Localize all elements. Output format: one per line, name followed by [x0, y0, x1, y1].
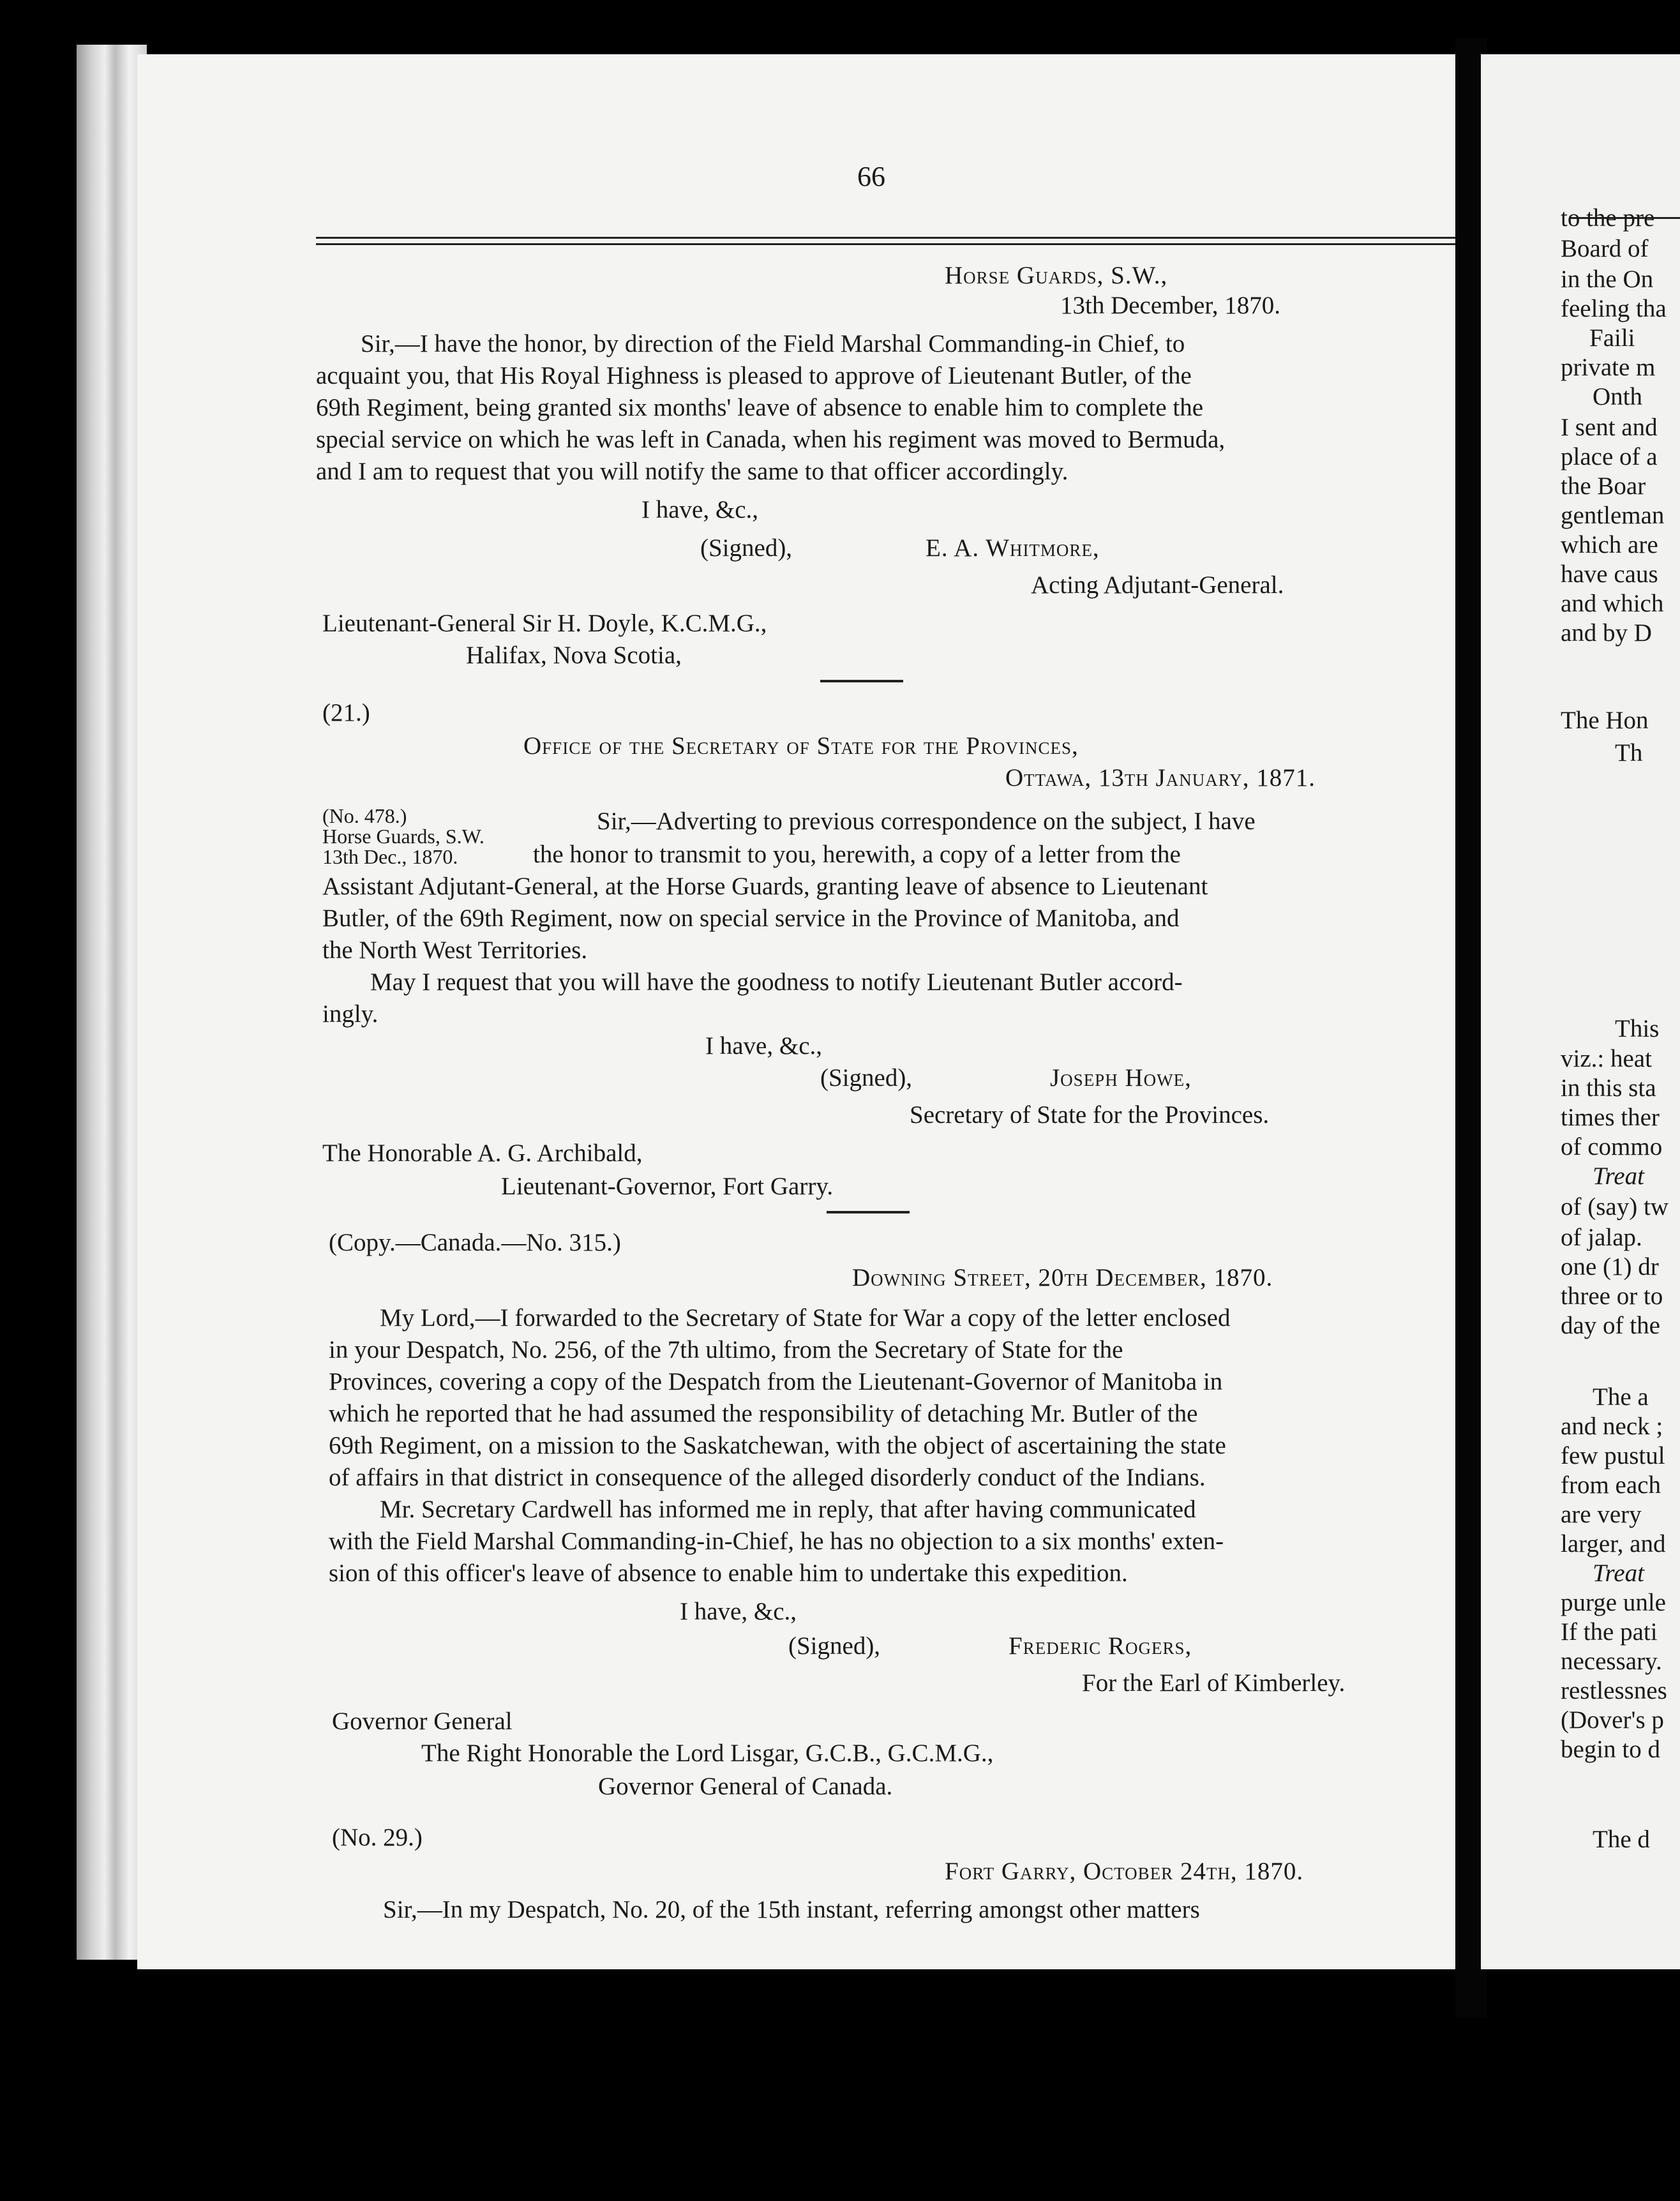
- letter3-addressee-3: Governor General of Canada.: [598, 1773, 893, 1800]
- letter3-body-9: sion of this officer's leave of absence to enable him to undertake this expedition.: [329, 1559, 1128, 1587]
- letter2-number: (21.): [322, 699, 370, 726]
- letter3-signer: Frederic Rogers,: [1009, 1632, 1192, 1660]
- letter3-body-7: Mr. Secretary Cardwell has informed me in reply, that after having communicated: [380, 1496, 1196, 1523]
- letter2-body-5: the North West Territories.: [322, 936, 588, 964]
- letter3-body-1: My Lord,—I forwarded to the Secretary of State for War a copy of the letter enclosed: [380, 1304, 1231, 1332]
- letter1-addressee-2: Halifax, Nova Scotia,: [466, 642, 682, 669]
- letter2-body-3: Assistant Adjutant-General, at the Horse Guards, granting leave of absence to Lieutenant: [322, 873, 1208, 900]
- right-page-line: and by D: [1561, 619, 1652, 647]
- letter3-body-4: which he reported that he had assumed the responsibility of detaching Mr. Butler of the: [329, 1400, 1198, 1427]
- letter2-margin-note-2: Horse Guards, S.W.: [322, 825, 484, 848]
- right-page-fragment: [1481, 54, 1680, 1969]
- letter3-title: For the Earl of Kimberley.: [1082, 1669, 1346, 1697]
- right-page-line: Onth: [1593, 383, 1642, 410]
- section-divider-2: [827, 1211, 910, 1213]
- letter3-ref: (Copy.—Canada.—No. 315.): [329, 1229, 621, 1256]
- letter2-margin-note-1: (No. 478.): [322, 804, 407, 827]
- letter3-body-2: in your Despatch, No. 256, of the 7th ultimo, from the Secretary of State for the: [329, 1336, 1123, 1363]
- letter2-body-4: Butler, of the 69th Regiment, now on special service in the Province of Manitoba, and: [322, 905, 1180, 932]
- right-page-line: Treat: [1593, 1162, 1644, 1190]
- letter4-body: Sir,—In my Despatch, No. 20, of the 15th instant, referring amongst other matters: [383, 1896, 1200, 1923]
- right-page-line: have caus: [1561, 560, 1658, 588]
- letter2-addressee-2: Lieutenant-Governor, Fort Garry.: [501, 1173, 834, 1200]
- letter1-from: Horse Guards, S.W.,: [945, 262, 1168, 289]
- right-page-line: and neck ;: [1561, 1413, 1663, 1440]
- letter1-body-4: special service on which he was left in Canada, when his regiment was moved to Bermuda,: [316, 426, 1226, 453]
- right-page-line: Th: [1615, 739, 1643, 767]
- letter3-place-date: Downing Street, 20th December, 1870.: [852, 1264, 1273, 1291]
- letter3-addressee-1: Governor General: [332, 1708, 513, 1735]
- page-number: 66: [857, 161, 885, 192]
- letter1-body-2: acquaint you, that His Royal Highness is pleased to approve of Lieutenant Butler, of the: [316, 362, 1192, 389]
- left-page: [137, 54, 1465, 1969]
- page-edges: [77, 45, 147, 1960]
- letter2-body-6: May I request that you will have the goodness to notify Lieutenant Butler accord-: [370, 968, 1183, 996]
- right-page-line: one (1) dr: [1561, 1253, 1659, 1281]
- right-page-line: purge unle: [1561, 1589, 1666, 1616]
- right-page-line: and which: [1561, 590, 1664, 617]
- letter1-body-1: Sir,—I have the honor, by direction of the Field Marshal Commanding-in Chief, to: [361, 330, 1185, 357]
- letter4-number: (No. 29.): [332, 1824, 423, 1851]
- letter3-body-3: Provinces, covering a copy of the Despatch from the Lieutenant-Governor of Manitoba in: [329, 1368, 1223, 1395]
- right-page-line: larger, and: [1561, 1530, 1666, 1558]
- letter3-closing: I have, &c.,: [680, 1598, 797, 1625]
- letter2-title: Secretary of State for the Provinces.: [910, 1101, 1270, 1129]
- letter3-addressee-2: The Right Honorable the Lord Lisgar, G.C.B., G.C.M.G.,: [421, 1739, 994, 1767]
- right-page-line: which are: [1561, 531, 1658, 559]
- right-page-line: necessary.: [1561, 1648, 1662, 1675]
- right-page-line: Faili: [1589, 324, 1635, 352]
- letter3-body-5: 69th Regiment, on a mission to the Saskatchewan, with the object of ascertaining the state: [329, 1432, 1226, 1459]
- letter2-margin-note-3: 13th Dec., 1870.: [322, 845, 458, 868]
- letter2-body-7: ingly.: [322, 1000, 379, 1028]
- right-page-line: of (say) tw: [1561, 1193, 1669, 1221]
- letter1-closing: I have, &c.,: [641, 496, 759, 523]
- letter2-closing: I have, &c.,: [705, 1032, 823, 1060]
- letter2-body-1: Sir,—Adverting to previous correspondence on the subject, I have: [597, 808, 1256, 835]
- right-page-line: day of the: [1561, 1312, 1660, 1339]
- header-rule: [316, 237, 1541, 239]
- right-page-line: place of a: [1561, 443, 1658, 470]
- right-page-line: If the pati: [1561, 1618, 1658, 1646]
- right-page-line: in this sta: [1561, 1074, 1656, 1102]
- right-page-line: the Boar: [1561, 472, 1646, 500]
- right-page-line: private m: [1561, 354, 1656, 381]
- right-page-line: Treat: [1593, 1559, 1644, 1587]
- letter2-addressee-1: The Honorable A. G. Archibald,: [322, 1139, 643, 1167]
- right-page-line: of commo: [1561, 1133, 1663, 1161]
- right-page-line: Board of: [1561, 235, 1649, 262]
- right-page-line: feeling tha: [1561, 295, 1667, 322]
- letter2-place-date: Ottawa, 13th January, 1871.: [1005, 764, 1316, 792]
- right-page-line: of jalap.: [1561, 1224, 1642, 1251]
- letter1-signed: (Signed),: [700, 534, 793, 562]
- letter2-office: Office of the Secretary of State for the Provinces,: [523, 732, 1079, 760]
- letter2-signer: Joseph Howe,: [1050, 1064, 1192, 1092]
- letter1-title: Acting Adjutant-General.: [1031, 571, 1284, 599]
- right-page-line: This: [1615, 1015, 1660, 1042]
- letter4-place-date: Fort Garry, October 24th, 1870.: [945, 1858, 1304, 1885]
- section-divider-1: [820, 680, 903, 682]
- right-page-line: The d: [1593, 1826, 1650, 1853]
- letter1-date: 13th December, 1870.: [1060, 292, 1281, 319]
- right-page-line: The Hon: [1561, 707, 1649, 734]
- right-page-line: I sent and: [1561, 414, 1658, 441]
- letter1-addressee-1: Lieutenant-General Sir H. Doyle, K.C.M.G.,: [322, 610, 767, 637]
- right-page-line: (Dover's p: [1561, 1706, 1664, 1734]
- right-page-line: from each: [1561, 1471, 1661, 1499]
- letter1-body-5: and I am to request that you will notify the same to that officer accordingly.: [316, 458, 1069, 485]
- right-page-line: viz.: heat: [1561, 1045, 1652, 1072]
- letter2-signed: (Signed),: [820, 1064, 913, 1092]
- right-page-line: in the On: [1561, 266, 1654, 293]
- right-page-line: begin to d: [1561, 1736, 1660, 1763]
- right-page-line: The a: [1593, 1383, 1649, 1411]
- letter2-body-2: the honor to transmit to you, herewith, a copy of a letter from the: [533, 841, 1181, 868]
- letter1-signer: E. A. Whitmore,: [926, 534, 1100, 562]
- letter3-body-8: with the Field Marshal Commanding-in-Chief, he has no objection to a six months' exten-: [329, 1528, 1224, 1555]
- right-page-line: few pustul: [1561, 1442, 1665, 1469]
- right-page-line: times ther: [1561, 1104, 1660, 1131]
- right-page-line: gentleman: [1561, 502, 1665, 529]
- right-page-line: to the pre: [1561, 204, 1655, 232]
- right-page-line: are very: [1561, 1501, 1642, 1528]
- right-page-line: restlessnes: [1561, 1677, 1667, 1704]
- header-rule-2: [316, 243, 1541, 245]
- right-page-line: three or to: [1561, 1282, 1663, 1310]
- letter1-body-3: 69th Regiment, being granted six months' leave of absence to enable him to complete the: [316, 394, 1204, 421]
- letter3-signed: (Signed),: [788, 1632, 881, 1660]
- letter3-body-6: of affairs in that district in consequence of the alleged disorderly conduct of the Indians.: [329, 1464, 1206, 1491]
